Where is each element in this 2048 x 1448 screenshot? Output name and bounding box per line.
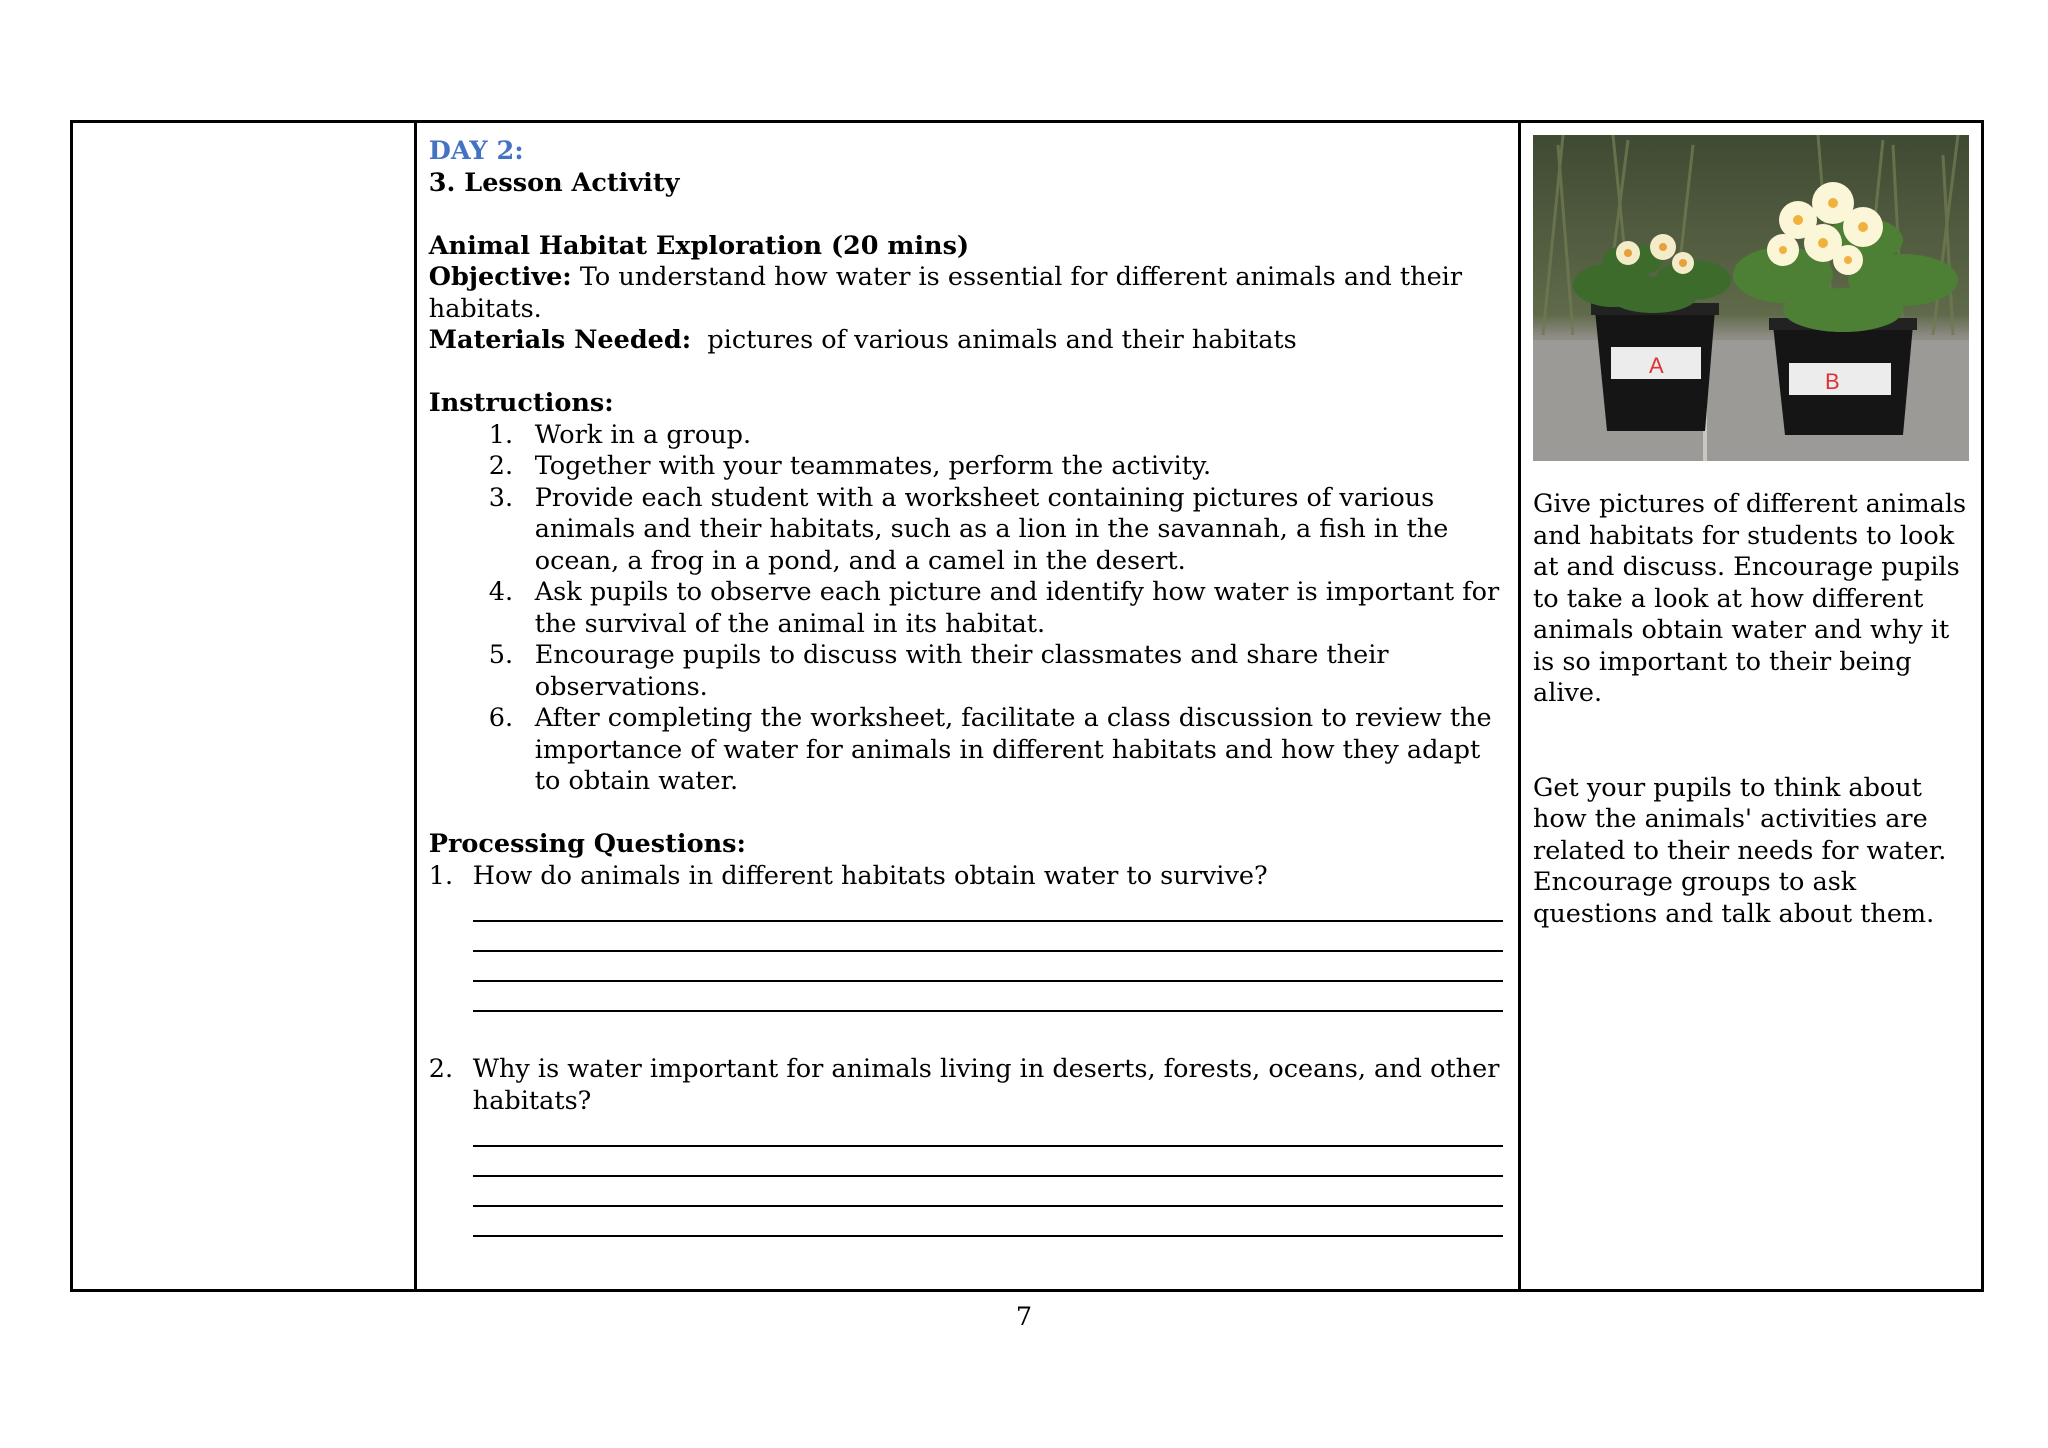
potted-plants-photo	[1533, 135, 1969, 461]
question-2: 2. Why is water important for animals living in deserts, forests, oceans, and other habitats?	[428, 1054, 1500, 1116]
processing-label: Processing Questions:	[428, 829, 746, 859]
instructions-list	[429, 420, 1506, 798]
list-item: 3. Provide each student with a worksheet containing pictures of various animals and their habitats, such as a lion in the savannah, a fish in the ocean, a frog in a pond, and a camel in the desert.	[488, 482, 1449, 576]
pot-a-label: A	[1649, 353, 1664, 378]
question-1: 1. How do animals in different habitats obtain water to survive?	[428, 860, 1268, 891]
lesson-table	[70, 120, 1984, 1292]
instructions-label: Instructions:	[428, 388, 614, 418]
list-item: 5. Encourage pupils to discuss with their classmates and share their observations.	[488, 640, 1389, 702]
lesson-content	[417, 123, 1521, 1289]
teacher-notes	[1521, 123, 1981, 1289]
day-heading: DAY 2:	[428, 136, 524, 166]
list-item: 2. Together with your teammates, perform the activity.	[488, 451, 1212, 481]
answer-line[interactable]	[473, 982, 1503, 1012]
answer-lines-2[interactable]	[473, 1117, 1506, 1237]
objective-label: Objective:	[428, 262, 572, 292]
objective-text: To understand how water is essential for different animals and their habitats.	[428, 262, 1463, 324]
answer-line[interactable]	[473, 1147, 1503, 1177]
materials-text: pictures of various animals and their habitats	[707, 325, 1297, 355]
section-heading: 3. Lesson Activity	[428, 167, 680, 198]
answer-line[interactable]	[473, 1117, 1503, 1147]
answer-line[interactable]	[473, 1177, 1503, 1207]
left-column	[73, 123, 417, 1289]
page-number: 7	[1015, 1302, 1033, 1332]
list-item: 1. Work in a group.	[488, 419, 752, 450]
teacher-note-1: Give pictures of different animals and habitats for students to look at and discuss. Encourage pupils to take a look at how different animals obtain water and why it is so important to their being alive.	[1533, 489, 1967, 708]
answer-line[interactable]	[473, 922, 1503, 952]
teacher-note-2: Get your pupils to think about how the animals' activities are related to their needs for water. Encourage groups to ask questions and talk about them.	[1533, 772, 1947, 929]
objective	[429, 262, 1506, 325]
activity-title: Animal Habitat Exploration (20 mins)	[428, 230, 970, 261]
answer-lines-1[interactable]	[473, 892, 1506, 1012]
materials	[429, 325, 1506, 357]
answer-line[interactable]	[473, 1207, 1503, 1237]
answer-line[interactable]	[473, 892, 1503, 922]
pot-b-label: B	[1825, 369, 1840, 394]
answer-line[interactable]	[473, 952, 1503, 982]
list-item: 6. After completing the worksheet, facilitate a class discussion to review the importance of water for animals in different habitats and how they adapt to obtain water.	[488, 703, 1492, 796]
materials-label: Materials Needed:	[428, 325, 692, 355]
list-item: 4. Ask pupils to observe each picture and identify how water is important for the survival of the animal in its habitat.	[488, 577, 1500, 639]
